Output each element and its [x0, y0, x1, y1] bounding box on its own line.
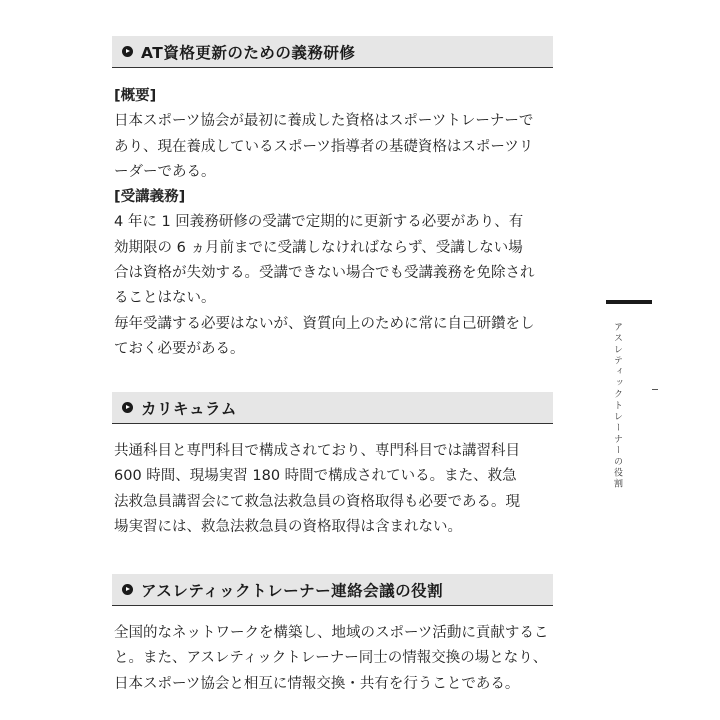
- section-body-curriculum: [114, 439, 556, 540]
- sidebar-dash: [652, 389, 658, 390]
- body-line: と。また、アスレティックトレーナー同士の情報交換の場となり、: [114, 650, 548, 667]
- section-heading-at-renewal: [112, 36, 553, 68]
- body-line: 全国的なネットワークを構築し、地域のスポーツ活動に貢献するこ: [114, 625, 549, 641]
- body-line: ーダーである。: [114, 163, 216, 180]
- section-heading-curriculum: [112, 392, 553, 424]
- section-body-at-renewal: [114, 84, 556, 362]
- body-line: 600 時間、現場実習 180 時間で構成されている。また、救急: [114, 468, 517, 485]
- play-bullet-icon: [122, 402, 133, 413]
- body-line: ておく必要がある。: [114, 340, 245, 357]
- body-line: 効期限の 6 ヵ月前までに受講しなければならず、受講しない場: [114, 239, 523, 256]
- body-line: あり、現在養成しているスポーツ指導者の基礎資格はスポーツリ: [114, 138, 534, 155]
- section-body-liaison-role: [114, 621, 556, 697]
- body-line: 合は資格が失効する。受講できない場合でも受講義務を免除され: [114, 265, 535, 282]
- subheading-overview: [概要]: [114, 88, 157, 104]
- body-line: 場実習には、救急法救急員の資格取得は含まれない。: [114, 518, 462, 535]
- section-title: アスレティックトレーナー連絡会議の役割: [141, 581, 444, 600]
- chapter-side-label: アスレティックトレーナーの役割: [612, 322, 622, 490]
- body-line: 法救急員講習会にて救急法救急員の資格取得も必要である。現: [114, 493, 520, 510]
- sidebar-rule: [606, 300, 652, 304]
- section-title: カリキュラム: [141, 399, 237, 418]
- section-heading-liaison-role: [112, 574, 553, 606]
- subheading-obligation: [受講義務]: [114, 189, 186, 206]
- section-title: AT資格更新のための義務研修: [141, 43, 356, 62]
- play-bullet-icon: [122, 584, 133, 595]
- body-line: 毎年受講する必要はないが、資質向上のために常に自己研鑽をし: [114, 315, 535, 332]
- body-line: 日本スポーツ協会と相互に情報交換・共有を行うことである。: [114, 675, 520, 692]
- body-line: ることはない。: [114, 290, 216, 307]
- body-line: 共通科目と専門科目で構成されており、専門科目では講習科目: [114, 443, 520, 459]
- body-line: 4 年に 1 回義務研修の受講で定期的に更新する必要があり、有: [114, 214, 524, 231]
- play-bullet-icon: [122, 46, 133, 57]
- body-line: 日本スポーツ協会が最初に養成した資格はスポーツトレーナーで: [114, 113, 534, 130]
